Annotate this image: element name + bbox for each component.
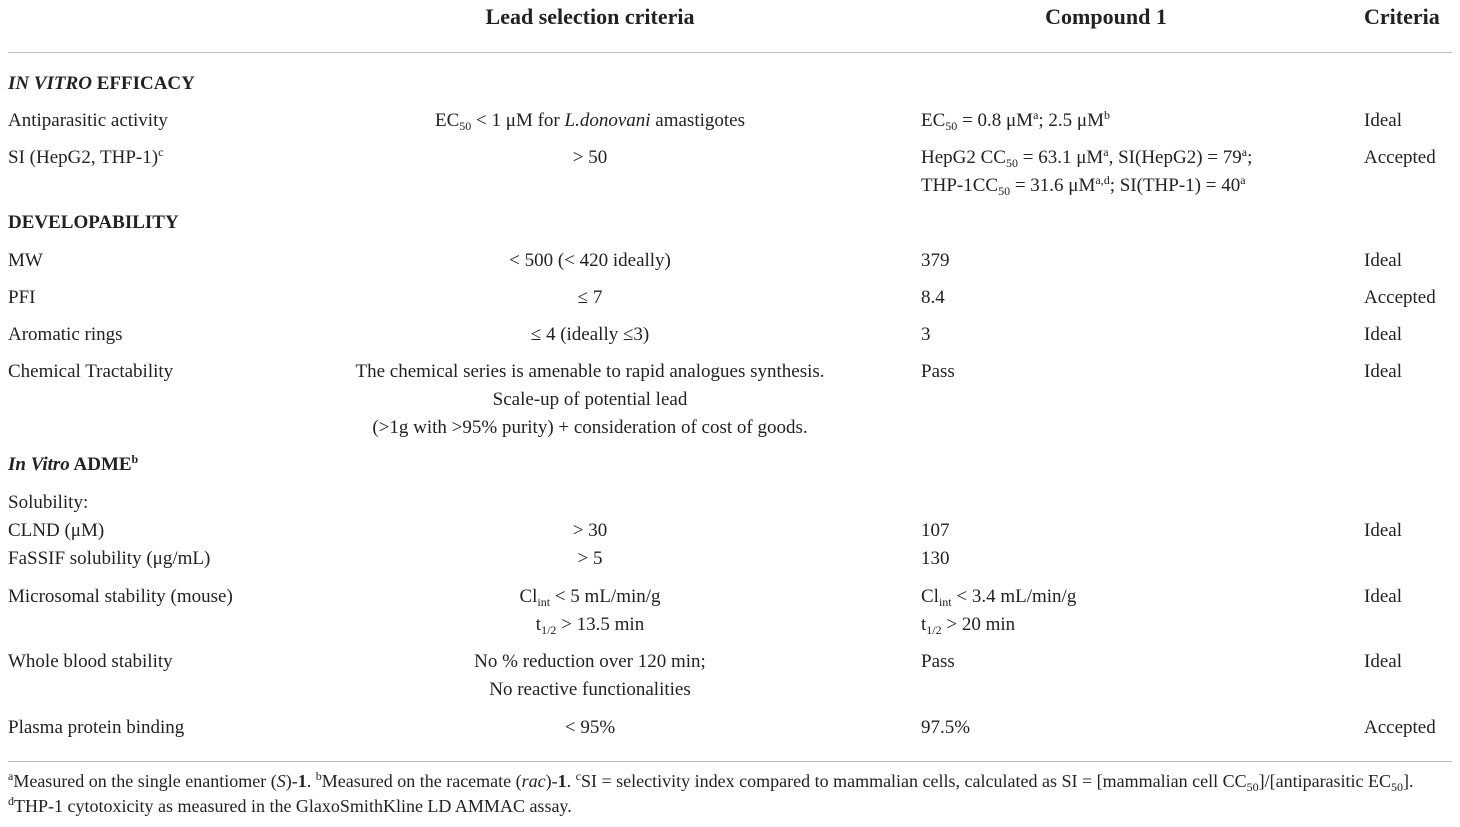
comp-si [921,144,1252,200]
crit-si: > 50 [572,147,608,168]
header-criteria: Criteria [1364,4,1440,29]
table-footnote: $^a$Measured on the single enantiomer (S)-1. $^b$Measured on the racemate (rac)-1. $^c$SI = selectivity index compared to mammalian cells, calculated as SI = [mammalian cell $CC_{50}]/[antiparasitic$ $EC_{50}$]. $^d$THP-1 cytotoxicity as measured in the GlaxoSmithKline LD AMMAC assay. [8,769,1414,816]
param-chemical-tractability: Chemical Tractability [8,361,174,382]
param-microsomal-stability: Microsomal stability (mouse) [8,586,233,607]
crit-whole-blood-line-1: No % reduction over 120 min; [474,651,706,672]
comp-microsomal-line-2: $t_{1/2} > 20$ min [921,614,1016,637]
status-aromatic-rings: Ideal [1364,324,1402,345]
param-plasma-protein-binding: Plasma protein binding [8,717,185,738]
comp-plasma-protein-binding: 97.5% [921,717,971,738]
comp-clnd: 107 [921,520,950,541]
crit-whole-blood-line-2: No reactive functionalities [489,679,691,700]
param-antiparasitic-activity: Antiparasitic activity [8,110,168,131]
crit-tractability-line-3: (>1g with >95% purity) + consideration of cost of goods. [372,417,808,438]
status-mw: Ideal [1364,250,1402,271]
comp-fassif-solubility: 130 [921,548,950,569]
crit-pfi: ≤ 7 [577,287,603,308]
section-in-vitro-efficacy: IN VITRO EFFICACY [8,73,195,94]
status-si: Accepted [1364,147,1436,168]
status-microsomal-stability: Ideal [1364,586,1402,607]
comp-microsomal-line-1: $Cl_{int} < 3.4$ mL/min/g [921,586,1077,609]
comp-si-line-2: THP-$1CC_{50} = 31.6$ μM$^{a,d}$; $SI(THP-1) = 40^a$ [921,173,1246,198]
status-chemical-tractability: Ideal [1364,361,1402,382]
crit-tractability-line-1: The chemical series is amenable to rapid analogues synthesis. [355,361,825,382]
crit-microsomal-line-1: $Cl_{int} < 5$ mL/min/g [519,586,661,609]
param-clnd: CLND (μM) [8,520,105,541]
comp-mw: 379 [921,250,950,271]
crit-whole-blood-stability [474,648,706,704]
footer-rule [8,761,1452,762]
param-pfi: PFI [8,287,36,308]
crit-microsomal-line-2: $t_{1/2} > 13.5$ min [535,614,645,637]
crit-microsomal-stability [519,583,660,639]
status-plasma-protein-binding: Accepted [1364,717,1436,738]
crit-clnd: > 30 [572,520,608,541]
param-solubility: Solubility: [8,492,89,513]
comp-whole-blood-stability: Pass [921,651,955,672]
comp-aromatic-rings: 3 [921,324,931,345]
crit-fassif-solubility: > 5 [577,548,603,569]
crit-antiparasitic-activity: $EC_{50} < 1$ μM for L.donovani amastigotes [435,110,745,133]
crit-chemical-tractability [355,358,824,442]
header-lead-selection-criteria: Lead selection criteria [485,4,695,29]
param-fassif-solubility: FaSSIF solubility (μg/mL) [8,548,211,569]
comp-microsomal-stability [921,583,1076,639]
status-antiparasitic-activity: Ideal [1364,110,1402,131]
comp-antiparasitic-activity: $EC_{50} = 0.8$ $\mu M^a$; 2.5 $\mu M^b$ [921,108,1111,133]
comp-chemical-tractability: Pass [921,361,955,382]
header-rule [8,52,1452,53]
crit-tractability-line-2: Scale-up of potential lead [492,389,688,410]
section-in-vitro-adme: In Vitro ADME$^b$ [8,452,139,475]
status-whole-blood-stability: Ideal [1364,651,1402,672]
header-compound-1: Compound 1 [1045,4,1167,29]
crit-aromatic-rings: ≤ 4 (ideally ≤3) [530,324,650,345]
crit-mw: < 500 (< 420 ideally) [509,250,671,271]
crit-plasma-protein-binding: < 95% [564,717,616,738]
status-clnd: Ideal [1364,520,1402,541]
comp-pfi: 8.4 [921,287,945,308]
comp-si-line-1: HepG2 $CC_{50} = 63.1$ $\mu M^a$, SI(HepG2) = $79^a$; [921,145,1253,170]
param-mw: MW [8,250,43,271]
param-aromatic-rings: Aromatic rings [8,324,123,345]
status-pfi: Accepted [1364,287,1436,308]
section-developability: DEVELOPABILITY [8,212,179,233]
param-si: SI (HepG2, THP-1)$^c$ [8,145,164,168]
param-whole-blood-stability: Whole blood stability [8,651,173,672]
